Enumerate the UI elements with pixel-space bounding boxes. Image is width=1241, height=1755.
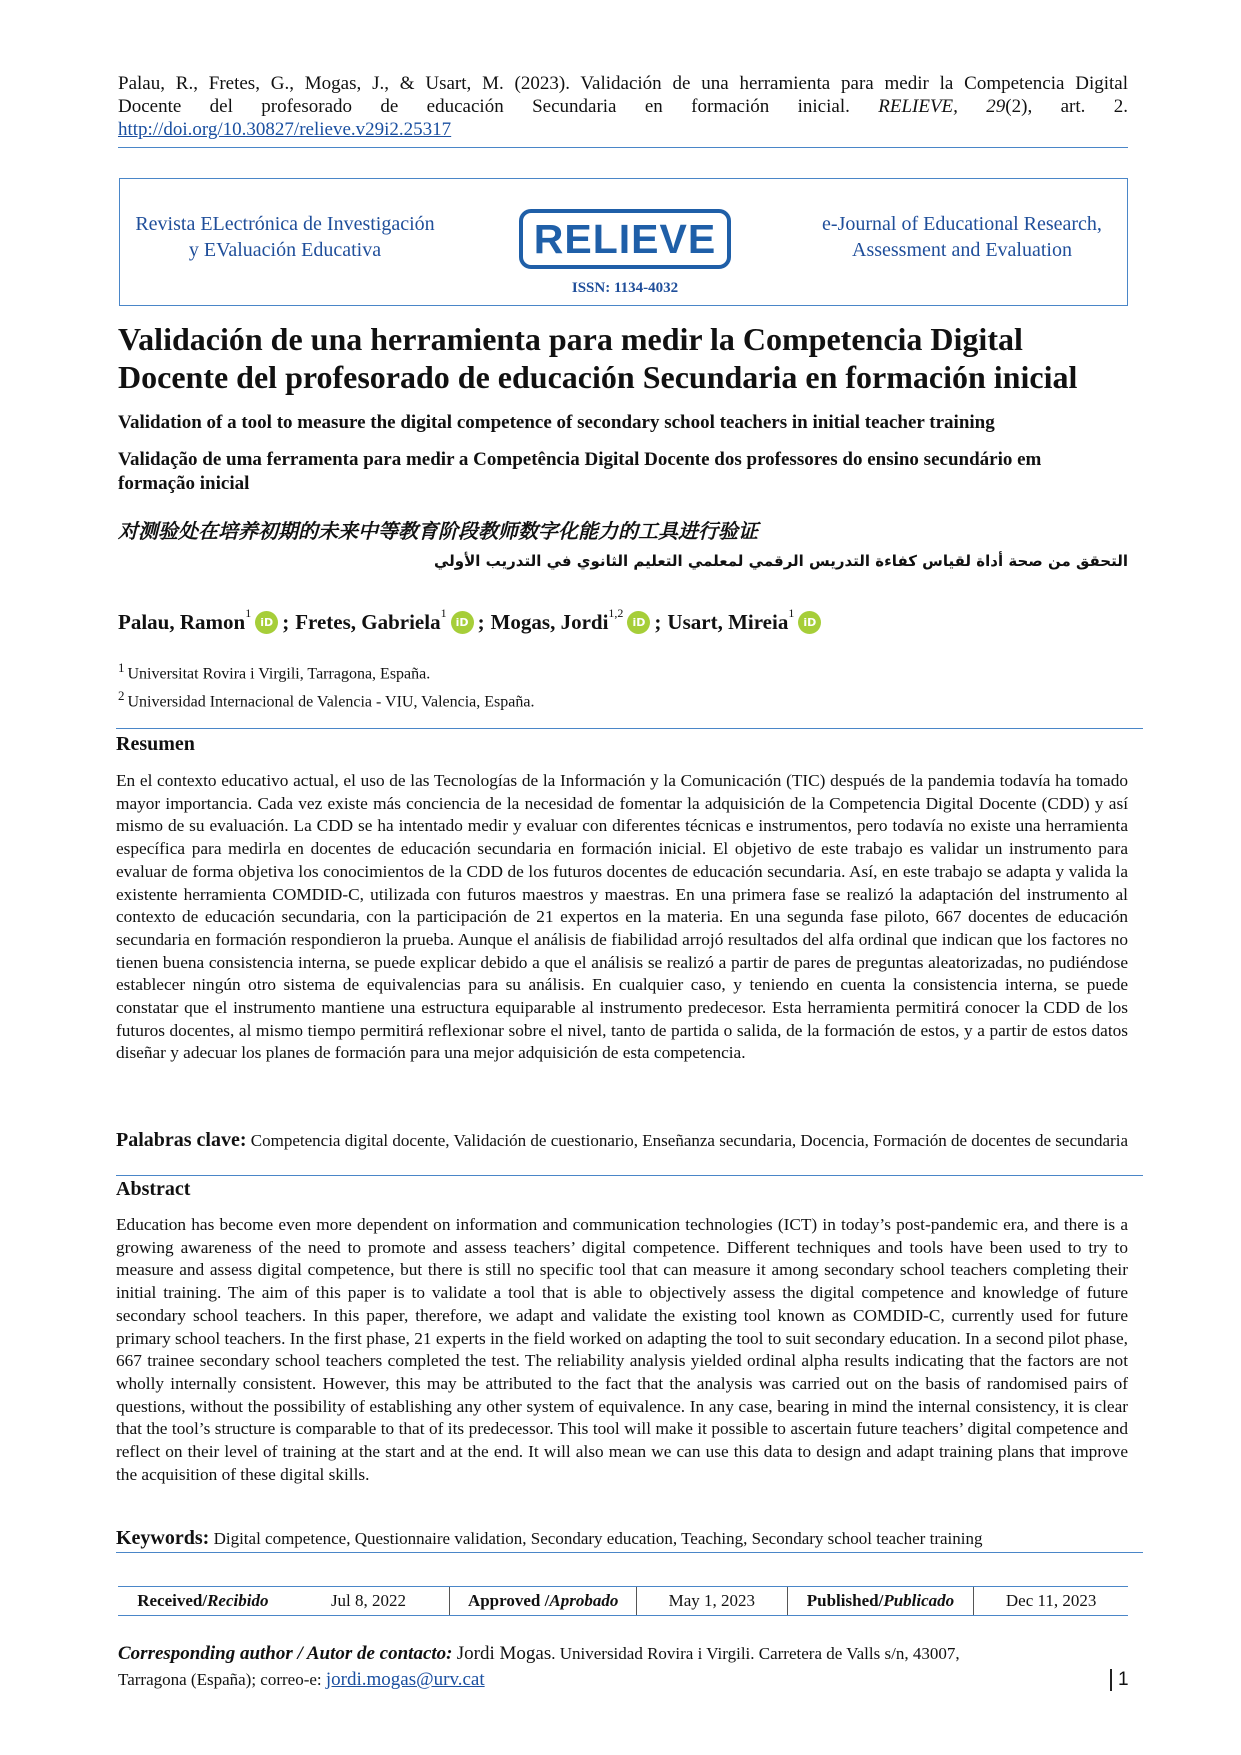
title-english: Validation of a tool to measure the digital competence of secondary school teachers in initial teacher training bbox=[118, 412, 995, 433]
author-palau: Palau, Ramon$^1$ bbox=[118, 606, 252, 634]
author-fretes: Fretes, Gabriela$^1$ bbox=[295, 606, 447, 634]
orcid-icon[interactable]: iD bbox=[255, 611, 278, 634]
author-mogas: Mogas, Jordi$^{1,2}$ bbox=[490, 606, 624, 634]
journal-header-box bbox=[119, 178, 1128, 306]
published-label: Published/ Publicado bbox=[787, 1587, 974, 1615]
citation-line-1: Palau, R., Fretes, G., Mogas, J., & Usart, M. (2023). Validación de una herramienta para medir la Competencia Digital bbox=[118, 73, 1128, 94]
journal-name-es-line-2: y EValuación Educativa bbox=[188, 239, 382, 261]
author-separator: ; bbox=[282, 610, 290, 634]
affiliation-2: $^2$ Universidad Internacional de Valencia - VIU, Valencia, España. bbox=[118, 688, 535, 711]
corresponding-label: Corresponding author / Autor de contacto: bbox=[118, 1643, 453, 1664]
title-spanish-line-2: Docente del profesorado de educación Secundaria en formación inicial bbox=[118, 359, 1078, 395]
abstract-text: Education has become even more dependent on information and communication technologies (ICT) in today’s post-pandemic era, and there is a growing awareness of the need to promote and assess teachers’ digital competence. Different techniques and tools have been used to try to measure and assess digital competence, but there is still no specific tool that can measure it among secondary school teachers completing their initial training. The aim of this paper is to validate a tool that is able to objectively assess the digital competence and knowledge of future secondary school teachers. In this paper, therefore, we adapt and validate the existing tool known as COMDID-C, currently used for future primary school teachers. In the first phase, 21 experts in the field worked on adapting the tool to suit secondary education. In a second pilot phase, 667 trainee secondary school teachers completed the test. The reliability analysis yielded ordinal alpha results indicating that the factors are not wholly internally consistent. However, this may be attributed to the fact that the analysis was carried out on the basis of randomised pairs of questions, without the possibility of establishing any other system of equivalence. In any case, bearing in mind the internal consistency, it is clear that the tool’s structure is comparable to that of its predecessor. This tool will make it possible to ascertain future teachers’ digital competence and reflect on their level of training at the start and at the end. It will also mean we can use this data to design and adapt training plans that improve the acquisition of these digital skills. bbox=[116, 1215, 1128, 1484]
citation-line-2 bbox=[118, 95, 1128, 118]
corresponding-location: Tarragona (España); correo-e: bbox=[118, 1670, 322, 1689]
abstract-rule bbox=[116, 1175, 1143, 1176]
palabras-clave bbox=[116, 1130, 1128, 1151]
corresponding-address: . Universidad Rovira i Virgili. Carretera de Valls s/n, 43007, bbox=[551, 1644, 960, 1663]
journal-name-es-line-1: Revista ELectrónica de Investigación bbox=[135, 213, 435, 235]
journal-name-en-line-2: Assessment and Evaluation bbox=[852, 239, 1072, 261]
received-date: Jul 8, 2022 bbox=[330, 1591, 407, 1610]
resumen-rule bbox=[116, 728, 1143, 729]
issn: ISSN: 1134-4032 bbox=[571, 280, 679, 296]
author-separator: ; bbox=[477, 610, 485, 634]
approved-label: Approved / Aprobado bbox=[449, 1587, 636, 1615]
title-spanish bbox=[118, 320, 1128, 396]
orcid-icon[interactable]: iD bbox=[627, 611, 650, 634]
doi-link[interactable]: http://doi.org/10.30827/relieve.v29i2.25317 bbox=[118, 119, 452, 140]
authors-line bbox=[118, 606, 1128, 635]
corresponding-name: Jordi Mogas bbox=[456, 1643, 552, 1664]
citation-journal: RELIEVE, bbox=[878, 96, 958, 117]
author-separator: ; bbox=[654, 610, 662, 634]
citation-volume: 29 bbox=[986, 96, 1006, 117]
citation-rule bbox=[118, 147, 1128, 148]
author-usart: Usart, Mireia$^1$ bbox=[667, 606, 795, 634]
title-spanish-line-1: Validación de una herramienta para medir la Competencia Digital bbox=[118, 321, 1023, 357]
resumen-text: En el contexto educativo actual, el uso de las Tecnologías de la Información y la Comunicación (TIC) después de la pandemia todavía ha tomado mayor importancia. Cada vez existe más conciencia de la necesidad de fomentar la adquisición de la Competencia Digital Docente (CDD) y así mismo de su evaluación. La CDD se ha intentado medir y evaluar con diferentes técnicas e instrumentos, pero todavía no existe una herramienta específica para medirla en docentes de educación secundaria en formación inicial. El objetivo de este trabajo es validar un instrumento para evaluar de forma objetiva los conocimientos de la CDD de los futuros docentes de educación secundaria. Así, en este trabajo se adapta y valida la existente herramienta COMDID-C, utilizada con futuros maestros y maestras. En una primera fase se realizó la adaptación del instrumento al contexto de educación secundaria, con la participación de 21 expertos en la materia. En una segunda fase piloto, 667 docentes de educación secundaria en formación respondieron la prueba. Aunque el análisis de fiabilidad arrojó resultados del alfa ordinal que indican que los factores no tienen buena consistencia interna, se puede explicar debido a que el análisis se realizó a partir de pares de preguntas aleatorizadas, no pudiéndose establecer ningún otro sistema de equivalencias para su análisis. En cualquier caso, y teniendo en cuenta la consistencia interna, se puede constatar que el instrumento mantiene una estructura equiparable al instrumento predecesor. Esta herramienta permitirá conocer la CDD de los futuros docentes, al mismo tiempo permitirá reflexionar sobre el nivel, tanto de partida o salida, de la formación de estos, y a partir de estos datos diseñar y adecuar los planes de formación para una mejor adquisición de esta competencia. bbox=[116, 771, 1128, 1063]
orcid-icon[interactable]: iD bbox=[798, 611, 821, 634]
resumen-heading: Resumen bbox=[116, 733, 195, 755]
journal-name-es bbox=[130, 211, 440, 263]
relieve-logo bbox=[519, 209, 731, 269]
title-chinese: 对测验处在培养初期的未来中等教育阶段教师数字化能力的工具进行验证 bbox=[118, 519, 758, 543]
published-date: Dec 11, 2023 bbox=[973, 1587, 1128, 1615]
keywords-rule bbox=[116, 1552, 1143, 1553]
journal-name-en bbox=[807, 211, 1117, 263]
citation-issue: (2), art. 2. bbox=[1005, 96, 1128, 117]
email-link[interactable]: jordi.mogas@urv.cat bbox=[325, 1669, 485, 1690]
citation bbox=[118, 72, 1128, 141]
affiliation-1: $^1$ Universitat Rovira i Virgili, Tarragona, España. bbox=[118, 660, 431, 683]
author-usart-affiliation: 1 bbox=[788, 606, 795, 620]
palabras-clave-text: Competencia digital docente, Validación de cuestionario, Enseñanza secundaria, Docencia, Formación de docentes de secundaria bbox=[250, 1131, 1128, 1150]
title-portuguese: Validação de uma ferramenta para medir a Competência Digital Docente dos professores do ensino secundário em formação inicial bbox=[118, 449, 1042, 494]
keywords-text: Digital competence, Questionnaire validation, Secondary education, Teaching, Secondary school teacher training bbox=[213, 1529, 983, 1548]
received-label: Received/ Recibido bbox=[137, 1591, 269, 1610]
citation-title-tail: Docente del profesorado de educación Secundaria en formación inicial. bbox=[118, 96, 850, 117]
title-arabic: التحقق من صحة أداة لقياس كفاءة التدريس الرقمي لمعلمي التعليم الثانوي في التدريب الأولي bbox=[433, 552, 1128, 570]
keywords bbox=[116, 1528, 1128, 1549]
relieve-logo-text: RELIEVE bbox=[533, 215, 717, 262]
approved-date: May 1, 2023 bbox=[636, 1587, 787, 1615]
orcid-icon[interactable]: iD bbox=[451, 611, 474, 634]
corresponding-author bbox=[118, 1641, 1128, 1693]
author-palau-affiliation: 1 bbox=[245, 606, 252, 620]
abstract-heading: Abstract bbox=[116, 1178, 191, 1200]
journal-name-en-line-1: e-Journal of Educational Research, bbox=[822, 213, 1102, 235]
palabras-clave-label: Palabras clave: bbox=[116, 1129, 247, 1151]
author-fretes-affiliation: 1 bbox=[440, 606, 447, 620]
dates-table bbox=[118, 1586, 1128, 1616]
page-number: 1 bbox=[1110, 1669, 1129, 1691]
keywords-label: Keywords: bbox=[116, 1527, 210, 1549]
author-mogas-affiliation: 1,2 bbox=[608, 606, 624, 620]
